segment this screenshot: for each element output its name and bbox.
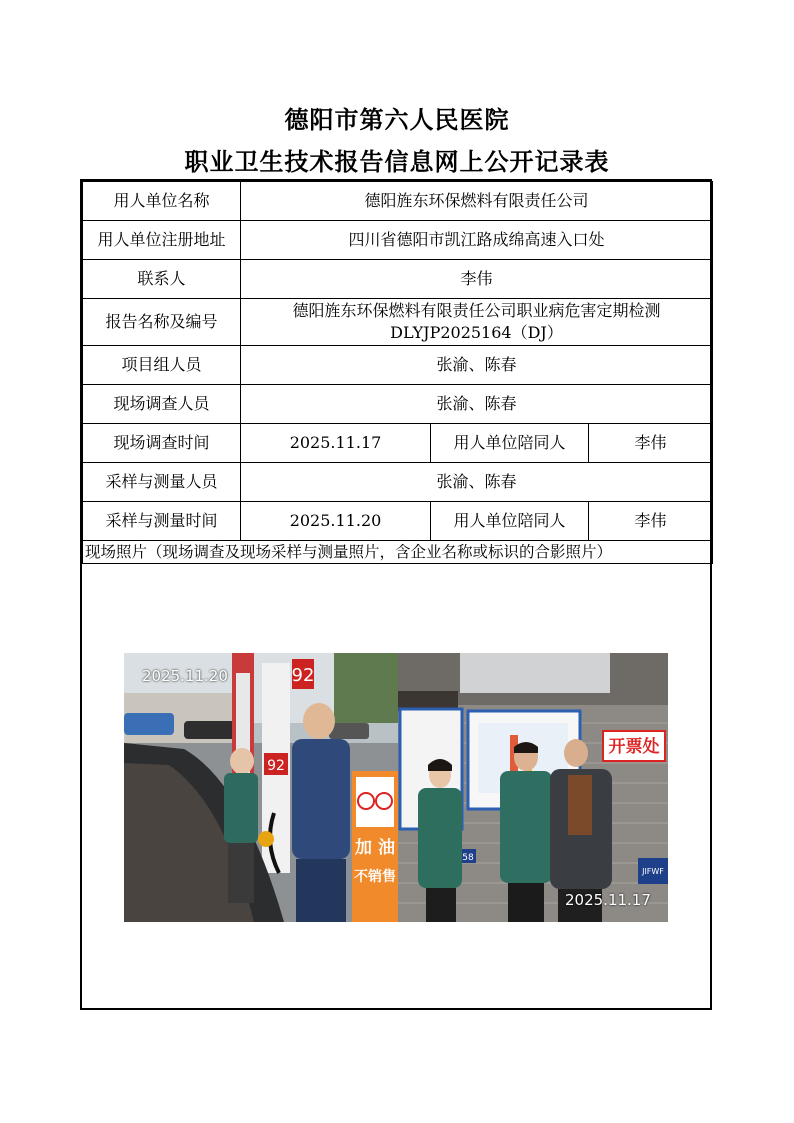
wall-plate-label: JIFWF — [642, 867, 664, 876]
photo-date-stamp: 2025.11.17 — [565, 891, 651, 909]
sampling-time-value: 2025.11.20 — [241, 502, 431, 541]
invoice-office-sign: 开票处 — [608, 737, 660, 757]
team-label: 项目组人员 — [83, 346, 241, 385]
survey-staff-label: 现场调查人员 — [83, 385, 241, 424]
form-title: 职业卫生技术报告信息网上公开记录表 — [184, 148, 610, 176]
row-team — [83, 346, 713, 385]
row-survey-time — [83, 424, 713, 463]
survey-photo — [398, 653, 668, 922]
employer-address-value: 四川省德阳市凯江路成绵高速入口处 — [241, 221, 713, 260]
report-value — [241, 299, 713, 346]
sampling-time-label: 采样与测量时间 — [83, 502, 241, 541]
site-photos — [124, 653, 668, 922]
contact-value: 李伟 — [241, 260, 713, 299]
employer-name-label: 用人单位名称 — [83, 182, 241, 221]
station-sign-text: 加 油 — [355, 838, 395, 858]
info-table — [82, 181, 713, 564]
sampling-photo — [124, 653, 398, 922]
row-employer-address — [83, 221, 713, 260]
employer-name-value: 德阳旌东环保燃料有限责任公司 — [241, 182, 713, 221]
row-employer-name — [83, 182, 713, 221]
contact-label: 联系人 — [83, 260, 241, 299]
row-sampling-time — [83, 502, 713, 541]
gas-station-scene — [124, 653, 398, 922]
team-value: 张渝、陈春 — [241, 346, 713, 385]
row-sampling-staff — [83, 463, 713, 502]
sampling-staff-label: 采样与测量人员 — [83, 463, 241, 502]
photo-date-stamp: 2025.11.20 — [142, 667, 228, 685]
row-report — [83, 299, 713, 346]
group-photo-scene — [398, 653, 668, 922]
station-sign-text-2: 不销售 — [354, 869, 396, 885]
hospital-title: 德阳市第六人民医院 — [284, 106, 510, 134]
escort-label: 用人单位陪同人 — [431, 502, 589, 541]
report-name: 德阳旌东环保燃料有限责任公司职业病危害定期检测 — [292, 301, 661, 320]
sampling-staff-value: 张渝、陈春 — [241, 463, 713, 502]
survey-time-value: 2025.11.17 — [241, 424, 431, 463]
report-label: 报告名称及编号 — [83, 299, 241, 346]
escort-value: 李伟 — [589, 502, 713, 541]
employer-address-label: 用人单位注册地址 — [83, 221, 241, 260]
pump-number: 92 — [291, 665, 315, 686]
wall-plate-number: 58 — [462, 853, 474, 863]
row-survey-staff — [83, 385, 713, 424]
escort-label: 用人单位陪同人 — [431, 424, 589, 463]
photos-label: 现场照片（现场调查及现场采样与测量照片，含企业名称或标识的合影照片） — [83, 541, 713, 564]
survey-staff-value: 张渝、陈春 — [241, 385, 713, 424]
survey-time-label: 现场调查时间 — [83, 424, 241, 463]
row-contact — [83, 260, 713, 299]
pump-number-lower: 92 — [267, 758, 285, 774]
escort-value: 李伟 — [589, 424, 713, 463]
row-photos-label — [83, 541, 713, 564]
report-code: DLYJP2025164（DJ） — [390, 323, 563, 342]
